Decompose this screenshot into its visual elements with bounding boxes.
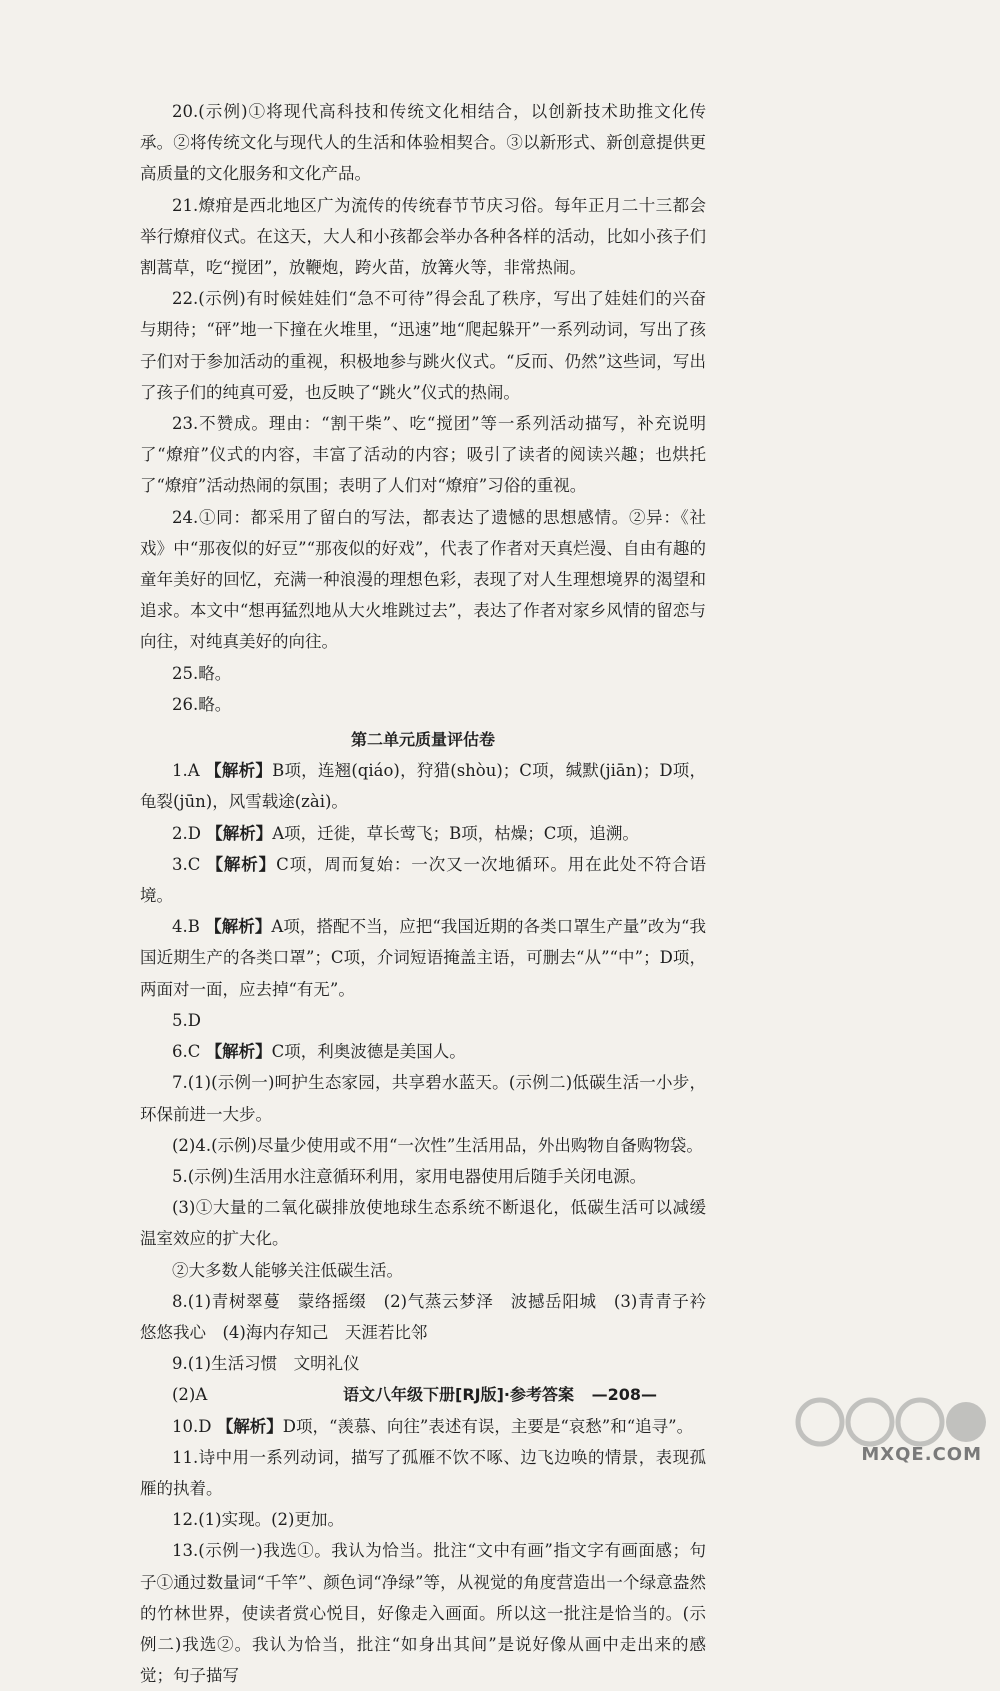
answer-paragraph: (3)①大量的二氧化碳排放使地球生态系统不断退化，低碳生活可以减缓温室效应的扩大化。 (140, 1198, 706, 1249)
answer-item (140, 849, 706, 911)
analysis-tag: 【解析】 (206, 854, 277, 874)
answers-11-13 (140, 1442, 706, 1691)
answer-paragraph: (2)4.(示例)尽量少使用或不用“一次性”生活用品，外出购物自备购物袋。 (172, 1135, 703, 1155)
analysis-tag: 【解析】 (205, 1042, 272, 1062)
answer-paragraph: 25.略。 (172, 663, 232, 683)
item-number: 3.C (172, 854, 201, 874)
answer-paragraph: ②大多数人能够关注低碳生活。 (172, 1260, 403, 1280)
answer-item (140, 1411, 706, 1442)
answer-paragraph: 5.(示例)生活用水注意循环利用，家用电器使用后随手关闭电源。 (172, 1166, 647, 1186)
answer-paragraph: 7.(1)(示例一)呵护生态家园，共享碧水蓝天。(示例二)低碳生活一小步，环保前进一大步。 (140, 1073, 706, 1124)
answer-paragraph: 8.(1)青树翠蔓 蒙络摇缀 (2)气蒸云梦泽 波撼岳阳城 (3)青青子衿 悠悠我心 (4)海内存知己 天涯若比邻 (140, 1291, 723, 1342)
footer-book-title: 语文八年级下册[RJ版]·参考答案 (343, 1385, 574, 1404)
answers-7-9 (140, 1067, 723, 1410)
section-title: 第二单元质量评估卷 (350, 730, 495, 750)
item-number: 1.A (172, 761, 200, 781)
answer-item (140, 818, 706, 849)
item-number: 2.D (172, 823, 201, 843)
answer-paragraph: 9.(1)生活习惯 文明礼仪 (172, 1354, 360, 1374)
analysis-tag: 【解析】 (216, 1416, 283, 1436)
item-number: 6.C (172, 1042, 201, 1062)
analysis-tag: 【解析】 (206, 823, 273, 843)
answer-paragraph: 11.诗中用一系列动词，描写了孤雁不饮不啄、边飞边唤的情景，表现孤雁的执着。 (140, 1447, 706, 1498)
answer-paragraph: 13.(示例一)我选①。我认为恰当。批注“文中有画”指文字有画面感；句子①通过数量词“千竿”、颜色词“净绿”等，从视觉的角度营造出一个绿意盎然的竹林世界，使读者赏心悦目，好像走入画面。所以这一批注是恰当的。(示例二)我选②。我认为恰当，批注“如身出其间”是说好像从画中走出来的感觉；句子描写 (140, 1541, 706, 1686)
answers-20-26 (140, 96, 706, 720)
answer-paragraph: 22.(示例)有时候娃娃们“急不可待”得会乱了秩序，写出了娃娃们的兴奋与期待；“砰”地一下撞在火堆里，“迅速”地“爬起躲开”一系列动词，写出了孩子们对于参加活动的重视，积极地参与跳火仪式。“反而、仍然”这些词，写出了孩子们的纯真可爱，也反映了“跳火”仪式的热闹。 (140, 289, 706, 402)
answers-1-6 (140, 755, 706, 1067)
answer-item (140, 911, 706, 1005)
item-text: C项，利奥波德是美国人。 (271, 1042, 466, 1062)
answer-item (140, 1005, 706, 1036)
watermark-text: MXQE.COM (861, 1444, 982, 1465)
item-number: 10.D (172, 1416, 212, 1436)
item-number: 5.D (172, 1010, 201, 1030)
analysis-tag: 【解析】 (205, 761, 273, 781)
answer-paragraph: (2)A (172, 1385, 208, 1405)
answer-content (140, 96, 723, 1691)
item-text: D项，“羡慕、向往”表述有误，主要是“哀愁”和“追寻”。 (282, 1416, 694, 1436)
answer-paragraph: 12.(1)实现。(2)更加。 (172, 1510, 344, 1530)
answer-paragraph: 21.燎疳是西北地区广为流传的传统春节节庆习俗。每年正月二十三都会举行燎疳仪式。在这天，大人和小孩都会举办各种各样的活动，比如小孩子们割蒿草，吃“搅团”，放鞭炮，跨火苗，放篝火等，非常热闹。 (140, 195, 706, 278)
item-text: C项，周而复始：一次又一次地循环。用在此处不符合语境。 (140, 854, 707, 906)
item-text: A项，迁徙，草长莺飞；B项，枯燥；C项，追溯。 (272, 823, 639, 843)
answer-paragraph: 23.不赞成。理由：“割干柴”、吃“搅团”等一系列活动描写，补充说明了“燎疳”仪式的内容，丰富了活动的内容；吸引了读者的阅读兴趣；也烘托了“燎疳”活动热闹的氛围；表明了人们对“燎疳”习俗的重视。 (140, 414, 706, 496)
answer-item (140, 1036, 706, 1067)
item-text: B项，连翘(qiáo)，狩猎(shòu)；C项，缄默(jiān)；D项，龟裂(jūn)，风雪载途(zài)。 (140, 761, 707, 812)
analysis-tag: 【解析】 (205, 917, 272, 937)
item-text: A项，搭配不当，应把“我国近期的各类口罩生产量”改为“我国近期生产的各类口罩”；C项，介词短语掩盖主语，可删去“从”“中”；D项，两面对一面，应去掉“有无”。 (140, 917, 706, 999)
answer-paragraph: 20.(示例)①将现代高科技和传统文化相结合，以创新技术助推文化传承。②将传统文化与现代人的生活和体验相契合。③以新形式、新创意提供更高质量的文化服务和文化产品。 (140, 102, 706, 184)
answer-paragraph: 24.①同：都采用了留白的写法，都表达了遗憾的思想感情。②异：《社戏》中“那夜似的好豆”“那夜似的好戏”，代表了作者对天真烂漫、自由有趣的童年美好的回忆，充满一种浪漫的理想色彩，表现了对人生理想境界的渴望和追求。本文中“想再猛烈地从大火堆跳过去”，表达了作者对家乡风情的留恋与向往，对纯真美好的向往。 (140, 507, 706, 652)
item-number: 4.B (172, 917, 200, 937)
answer-item (140, 755, 706, 817)
page-number: —208— (591, 1385, 657, 1404)
answer-paragraph: 26.略。 (172, 694, 232, 714)
